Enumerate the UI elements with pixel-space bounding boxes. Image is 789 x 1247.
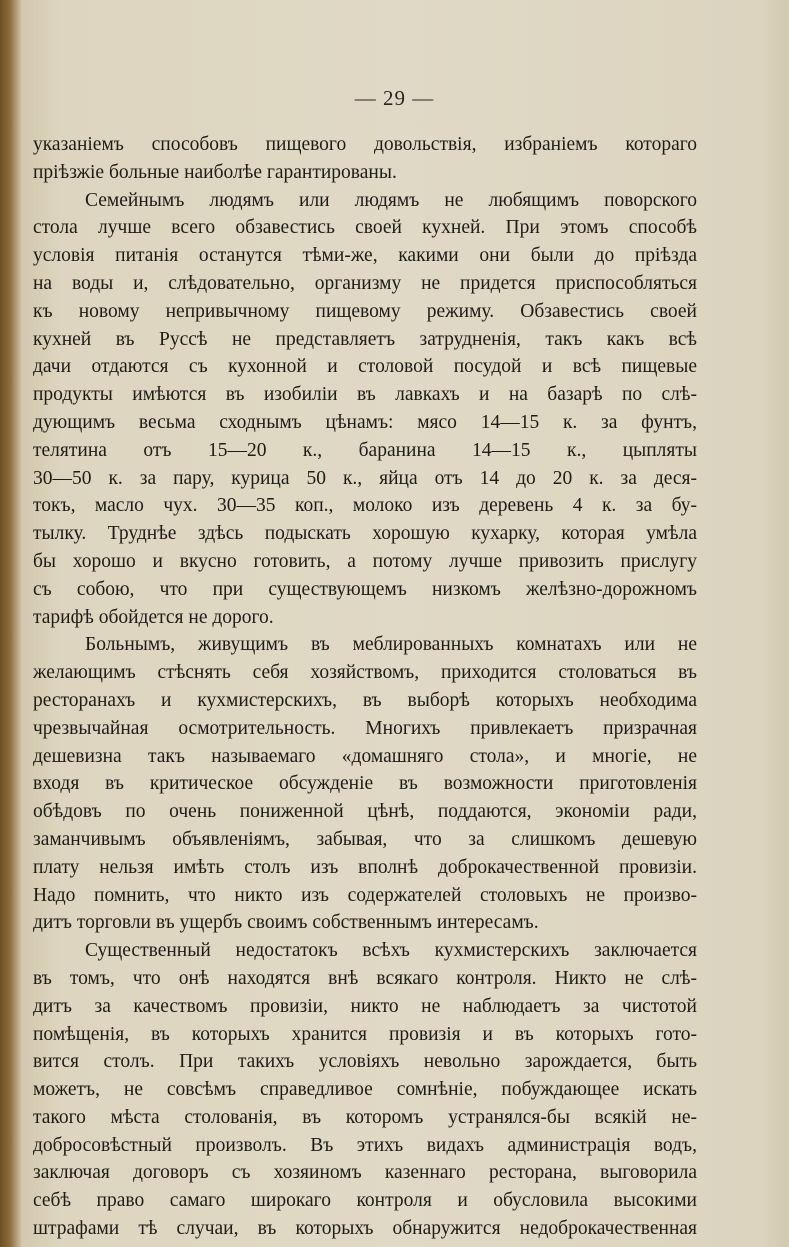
text-line: условія питанія останутся тѣми-же, какими они были до пріѣзда (33, 245, 697, 267)
text-line: дешевизна такъ называемаго «домашняго стола», и многіе, не (33, 745, 697, 767)
text-line: къ новому непривычному пищевому режиму. Обзавестись своей (33, 300, 697, 322)
text-line: указаніемъ способовъ пищевого довольствія, избраніемъ котораго (33, 134, 697, 155)
page-number: — 29 — (354, 86, 435, 110)
text-line: бы хорошо и вкусно готовить, а потому лучше привозить прислугу (33, 550, 697, 572)
text-line: въ томъ, что онѣ находятся внѣ всякаго контроля. Никто не слѣ- (33, 967, 697, 989)
text-line: 30—50 к. за пару, курица 50 к., яйца отъ 14 до 20 к. за деся- (33, 467, 697, 489)
text-line: вится столъ. При такихъ условіяхъ невольно зарождается, быть (33, 1051, 697, 1073)
text-line: дитъ торговли въ ущербъ своимъ собственнымъ интересамъ. (33, 912, 539, 934)
body-text (33, 131, 697, 1243)
text-line: чрезвычайная осмотрительность. Многихъ привлекаетъ призрачная (33, 717, 697, 739)
text-line: Семейнымъ людямъ или людямъ не любящимъ поворского (85, 189, 697, 211)
text-line: телятина отъ 15—20 к., баранина 14—15 к., цыпляты (33, 439, 697, 461)
text-line: стола лучше всего обзавестись своей кухней. При этомъ способѣ (33, 217, 697, 239)
text-line: тылку. Труднѣе здѣсь подыскать хорошую кухарку, которая умѣла (33, 523, 697, 545)
text-line: можетъ, не совсѣмъ справедливое сомнѣніе, побуждающее искать (33, 1079, 697, 1101)
text-line: на воды и, слѣдовательно, организму не придется приспособляться (33, 272, 697, 294)
text-line: себѣ право самаго широкаго контроля и обусловила высокими (33, 1190, 697, 1212)
text-line: помѣщенія, въ которыхъ хранится провизія и въ которыхъ гото- (33, 1023, 697, 1045)
text-line: пріѣзжіе больные наиболѣе гарантированы. (33, 161, 397, 183)
text-line: дующимъ весьма сходнымъ цѣнамъ: мясо 14—15 к. за фунтъ, (33, 411, 697, 433)
text-line: входя въ критическое обсужденіе въ возможности приготовленія (33, 773, 697, 795)
text-line: съ собою, что при существующемъ низкомъ желѣзно-дорожномъ (33, 578, 697, 600)
text-line: тарифѣ обойдется не дорого. (33, 606, 274, 628)
text-line: Надо помнить, что никто изъ содержателей столовыхъ не произво- (33, 884, 697, 906)
text-line: токъ, масло чух. 30—35 коп., молоко изъ деревень 4 к. за бу- (33, 495, 697, 517)
text-line: заключая договоръ съ хозяиномъ казеннаго ресторана, выговорила (33, 1162, 697, 1184)
text-line: дитъ за качествомъ провизіи, никто не наблюдаетъ за чистотой (33, 995, 697, 1017)
text-line: Больнымъ, живущимъ въ меблированныхъ комнатахъ или не (85, 634, 697, 656)
text-line: кухней въ Руссѣ не представляетъ затрудненія, такъ какъ всѣ (33, 328, 697, 350)
text-line: плату нельзя имѣть столъ изъ вполнѣ доброкачественной провизіи. (33, 856, 697, 878)
text-line: такого мѣста столованія, въ которомъ устранялся-бы всякій не- (33, 1106, 697, 1128)
text-line: ресторанахъ и кухмистерскихъ, въ выборѣ которыхъ необходима (33, 689, 697, 711)
text-line: желающимъ стѣснять себя хозяйствомъ, приходится столоваться въ (33, 662, 697, 684)
text-line: дачи отдаются съ кухонной и столовой посудой и всѣ пищевые (33, 356, 697, 378)
text-line: штрафами тѣ случаи, въ которыхъ обнаружится недоброкачественная (33, 1218, 697, 1240)
text-line: обѣдовъ по очень пониженной цѣнѣ, поддаются, экономіи ради, (33, 801, 697, 823)
text-line: добросовѣстный произволъ. Въ этихъ видахъ администрація водъ, (33, 1134, 697, 1156)
text-line: продукты имѣются въ изобиліи въ лавкахъ и на базарѣ по слѣ- (33, 384, 697, 406)
text-line: Существенный недостатокъ всѣхъ кухмистерскихъ заключается (85, 940, 697, 962)
text-line: заманчивымъ объявленіямъ, забывая, что за слишкомъ дешевую (33, 828, 697, 850)
